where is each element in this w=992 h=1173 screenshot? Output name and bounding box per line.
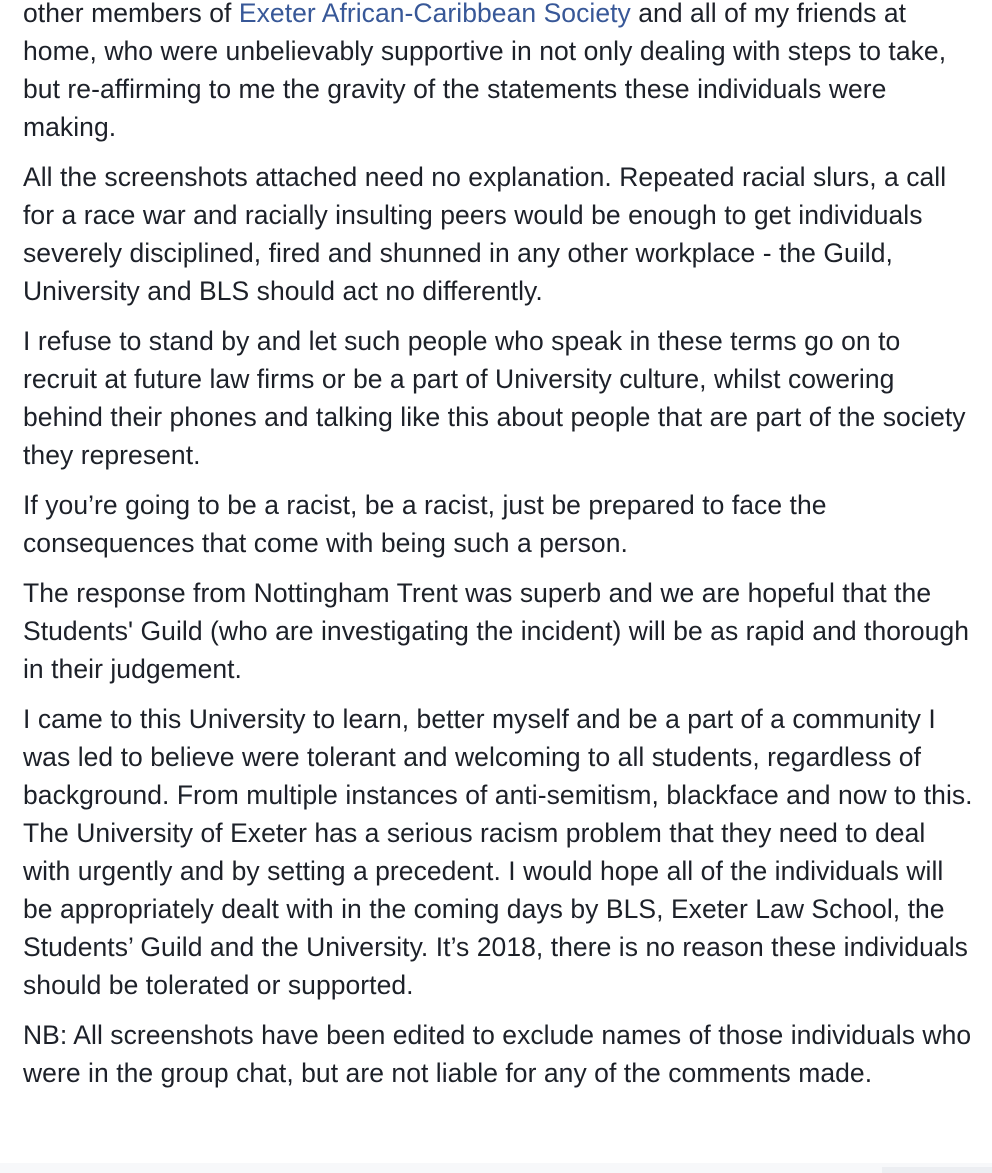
footer-corner-shade — [882, 1167, 992, 1173]
post-paragraph-6: I came to this University to learn, better myself and be a part of a community I was led to believe were tolerant and welcoming to all students, regardless of background. From multiple instances of anti-semitism, blackface and now to this. The University of Exeter has a serious racism problem that they need to deal with urgently and by setting a precedent. I would hope all of the individuals will be appropriately dealt with in the coming days by BLS, Exeter Law School, the Students’ Guild and the University. It’s 2018, there is no reason these individuals should be tolerated or supported. — [23, 704, 973, 1000]
paragraph-text: other members of — [23, 0, 239, 28]
post-body — [23, 0, 978, 1104]
paragraph-text: and all of my friends at home, who were unbelievably supportive in not only dealing with steps to take, but re-affirming to me the gravity of the statements these individuals were making. — [23, 0, 947, 142]
post-paragraph-4: If you’re going to be a racist, be a racist, just be prepared to face the consequences that come with being such a person. — [23, 490, 827, 558]
post-paragraph-3: I refuse to stand by and let such people who speak in these terms go on to recruit at future law firms or be a part of University culture, whilst cowering behind their phones and talking like this about people that are part of the society they represent. — [23, 326, 966, 470]
post-paragraph-5: The response from Nottingham Trent was superb and we are hopeful that the Students' Guild (who are investigating the incident) will be as rapid and thorough in their judgement. — [23, 578, 970, 684]
post-paragraph-2: All the screenshots attached need no explanation. Repeated racial slurs, a call for a race war and racially insulting peers would be enough to get individuals severely disciplined, fired and shunned in any other workplace - the Guild, University and BLS should act no differently. — [23, 162, 947, 306]
post-paragraph-1 — [23, 0, 978, 146]
page-link-exeter-african-caribbean-society[interactable]: Exeter African-Caribbean Society — [238, 0, 631, 28]
post-paragraph-7: NB: All screenshots have been edited to exclude names of those individuals who were in the group chat, but are not liable for any of the comments made. — [23, 1020, 972, 1088]
footer-divider — [0, 1163, 992, 1173]
